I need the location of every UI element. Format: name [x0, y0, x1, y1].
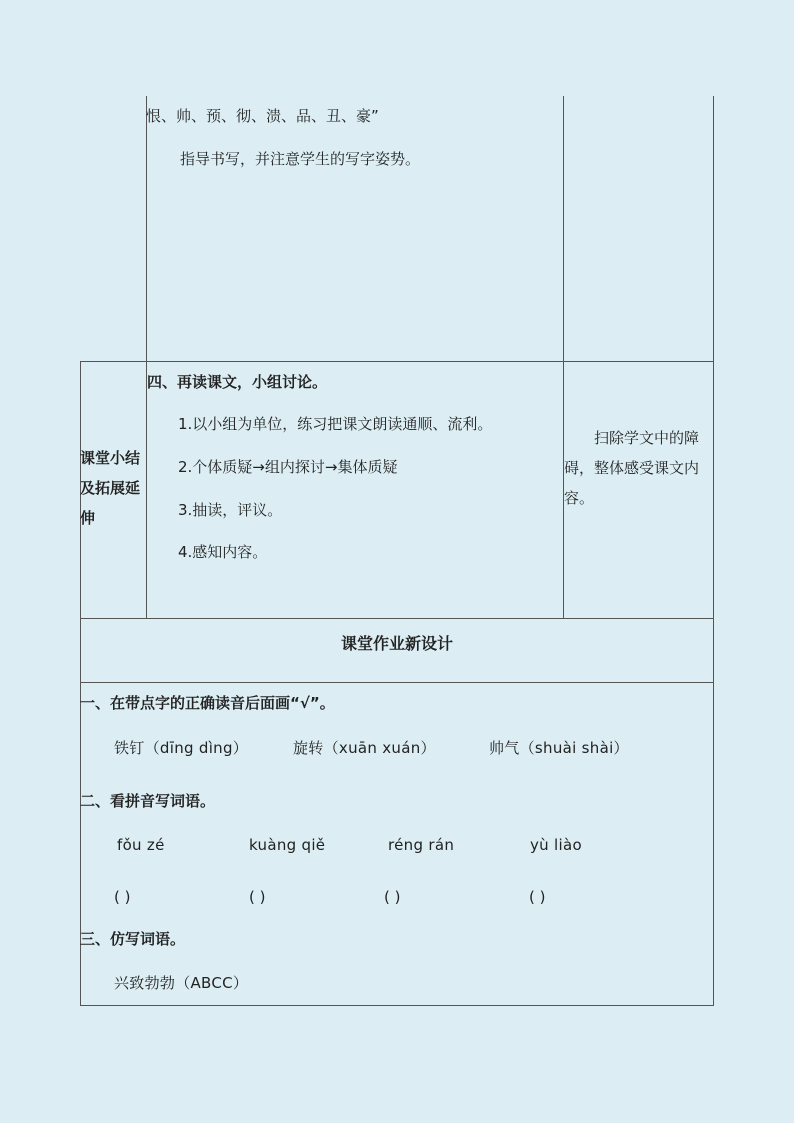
teaching-note: 扫除学文中的障碍，整体感受课文内容。 [564, 429, 700, 507]
question-1-item-3: 帅气（shuài shài） [489, 739, 629, 757]
pinyin-2: kuàng qiě [249, 836, 326, 854]
answer-bracket-3: ( ) [384, 888, 401, 906]
activity-heading: 四、再读课文，小组讨论。 [147, 373, 328, 391]
character-list-line: 恨、帅、预、彻、溃、品、丑、豪” [146, 107, 379, 125]
activity-item-1: 1.以小组为单位，练习把课文朗读通顺、流利。 [178, 415, 493, 433]
writing-guidance-text: 指导书写，并注意学生的写字姿势。 [180, 150, 421, 168]
pinyin-3: réng rán [388, 836, 455, 854]
question-1-heading: 一、在带点字的正确读音后面画“√”。 [80, 694, 335, 712]
question-3-heading: 三、仿写词语。 [80, 930, 186, 948]
row-divider-3 [80, 682, 714, 683]
question-1-item-1: 铁钉（dīng dìng） [114, 739, 249, 757]
answer-bracket-1: ( ) [114, 888, 131, 906]
section-label: 课堂小结及拓展延伸 [80, 449, 141, 527]
table-right-border [713, 96, 714, 1006]
table-bottom-border [80, 1005, 714, 1006]
question-3-example: 兴致勃勃（ABCC） [114, 974, 249, 992]
column-divider-left [146, 96, 147, 618]
row-divider-2 [80, 618, 714, 619]
pinyin-4: yù liào [530, 836, 582, 854]
column-divider-right [563, 96, 564, 618]
answer-bracket-4: ( ) [529, 888, 546, 906]
question-2-heading: 二、看拼音写词语。 [80, 792, 216, 810]
question-1-item-2: 旋转（xuān xuán） [293, 739, 436, 757]
activity-item-2: 2.个体质疑→组内探讨→集体质疑 [178, 458, 398, 476]
row-divider-1 [80, 361, 714, 362]
homework-title: 课堂作业新设计 [340, 634, 453, 653]
activity-item-3: 3.抽读，评议。 [178, 501, 283, 519]
answer-bracket-2: ( ) [249, 888, 266, 906]
lesson-plan-page [80, 96, 714, 1006]
activity-item-4: 4.感知内容。 [178, 543, 268, 561]
pinyin-1: fǒu zé [117, 836, 165, 854]
